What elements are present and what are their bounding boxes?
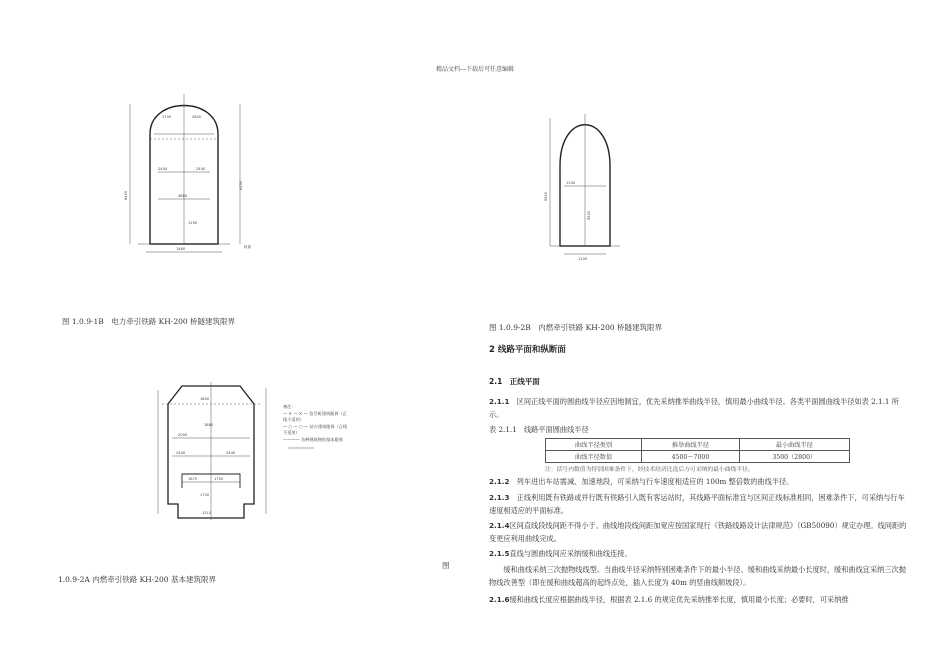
- fig2a-dim-7: 1750: [214, 477, 224, 481]
- section-title: 2 线路平面和纵断面: [489, 345, 566, 355]
- para-number: 2.1.6: [489, 595, 510, 604]
- figure-2a-drawing: [148, 378, 328, 524]
- para-2-1-5: [489, 547, 909, 560]
- table-header-cell: 最小曲线半径: [739, 439, 849, 451]
- para-number: 2.1.5: [489, 549, 510, 558]
- para-text: 直线与圆曲线间应采纳缓和曲线连接。: [509, 549, 632, 558]
- para-number: 2.1.4: [489, 521, 510, 530]
- table-header-cell: 推举曲线半径: [642, 439, 739, 451]
- stray-char: 图: [442, 561, 450, 570]
- fig2a-dim-8: 1700: [200, 493, 210, 497]
- table-header-row: [546, 439, 850, 451]
- para-2-1-5-detail: [489, 563, 909, 589]
- fig1b-dim-9: 1250: [188, 221, 198, 225]
- fig2a-dim-3: 2000: [178, 433, 188, 437]
- figure-2a-caption: 1.0.9-2A 内燃牵引铁路 KH-200 基本建筑限界: [58, 575, 216, 584]
- fig2b-dim-2: 1200: [578, 257, 588, 261]
- legend-title: 备注：: [283, 404, 296, 409]
- fig1b-dim-6: 1460: [176, 247, 186, 251]
- page-header: 精品文档---下载后可任意编辑: [435, 66, 515, 73]
- table-caption-text: 表 2.1.1 线路平面圆曲线半径: [489, 425, 589, 434]
- fig1b-dim-3: 2440: [158, 167, 168, 171]
- table-caption: [489, 423, 909, 436]
- fig1b-dim-5: 4880: [178, 194, 188, 198]
- legend-item-platform: — ○ — ○ — 站台建筑限界（正线不适用）: [283, 423, 348, 435]
- fig2a-dim-1: 1800: [200, 397, 210, 401]
- para-number: 2.1.3: [489, 493, 510, 502]
- figure-1b-drawing: [118, 84, 268, 260]
- fig2a-dim-5: 2440: [226, 451, 236, 455]
- figure-2b-drawing: [540, 106, 630, 262]
- para-text: 缓和曲线采纳三次抛物线线型。当曲线半径采纳特别困难条件下的最小半径、缓和曲线采纳最小长度时，缓和曲线宜采纳三次抛物线改善型（即在缓和曲线超高的起终点处，插入长度为 40m 的竖曲线顺坡段）。: [489, 565, 906, 587]
- table-cell: 3500（2800）: [739, 451, 849, 463]
- fig1b-dim-1: 1700: [162, 115, 172, 119]
- fig2b-dim-4: 5500: [587, 210, 591, 220]
- para-text: 缓和曲线长度应根据曲线半径，根据表 2.1.6 的规定优先采纳推举长度，慎用最小长度；必要时，可采纳推: [509, 595, 849, 604]
- table-cell: 4500～7000: [642, 451, 739, 463]
- fig1b-dim-8: 6250: [239, 180, 243, 190]
- fig2a-dim-4: 2440: [176, 451, 186, 455]
- para-2-1-1: [489, 395, 909, 421]
- fig1b-dim-7: 8400: [124, 190, 128, 200]
- fig2a-dim-6: 1875: [188, 477, 198, 481]
- para-text: 区间直线段线间距不得小于。曲线地段线间距加宽应按国家现行《铁路线路设计法律规范》（GB50090）规定办理。线间距的变更应利用曲线完成。: [489, 521, 907, 543]
- figure-1b-caption: 图 1.0.9-1B 电力牵引铁路 KH-200 桥隧建筑限界: [62, 317, 236, 326]
- legend-item-signal: — × — × — 信号机建筑限界（正线不适用）: [283, 410, 347, 422]
- table-header-cell: 曲线半径类别: [546, 439, 642, 451]
- table-row: [546, 451, 850, 463]
- figure-2a-legend: [283, 404, 349, 443]
- fig2a-dim-2: 1880: [204, 423, 214, 427]
- fig1b-dim-2: 2800: [192, 115, 202, 119]
- para-text: 正线利用既有铁路或并行既有铁路引入既有客运站时，其线路平面标准宜与区间正线标准相同，困难条件下，可采纳与行车速度相适应的平面标准。: [489, 493, 905, 515]
- para-2-1-4: [489, 519, 909, 545]
- para-2-1-3: [489, 491, 909, 517]
- fig2b-dim-1: 1140: [566, 181, 576, 185]
- table-cell: 曲线半径数值: [546, 451, 642, 463]
- subsection-title: 2.1 正线平面: [489, 377, 540, 386]
- fig2a-dim-9: 1210: [202, 511, 212, 515]
- radius-table: [545, 438, 850, 463]
- legend-item-basic: ———— 各种建筑物的基本限界: [283, 436, 343, 442]
- para-2-1-6: [489, 593, 909, 606]
- para-number: 2.1.1: [489, 397, 510, 406]
- para-text: 区间正线平面的圆曲线半径应因地制宜，优先采纳推举曲线半径，慎用最小曲线半径。各类平面圆曲线半径如表 2.1.1 所示。: [489, 397, 899, 419]
- fig2b-dim-3: 6500: [544, 191, 548, 201]
- fig1b-dim-4: 2440: [196, 167, 206, 171]
- fig1b-rail-label: 轨面: [244, 245, 252, 249]
- para-2-1-2: [489, 475, 909, 488]
- para-text: 列车进出车站需减、加速地段，可采纳与行车速度相适应的 100m 整倍数的曲线半径。: [509, 477, 794, 486]
- table-note: 注：括号内数值为特别困难条件下，经技术经济比选后方可采纳的最小曲线半径。: [545, 467, 754, 473]
- para-number: 2.1.2: [489, 477, 510, 486]
- figure-2b-caption: 图 1.0.9-2B 内燃牵引铁路 KH-200 桥隧建筑限界: [489, 323, 663, 332]
